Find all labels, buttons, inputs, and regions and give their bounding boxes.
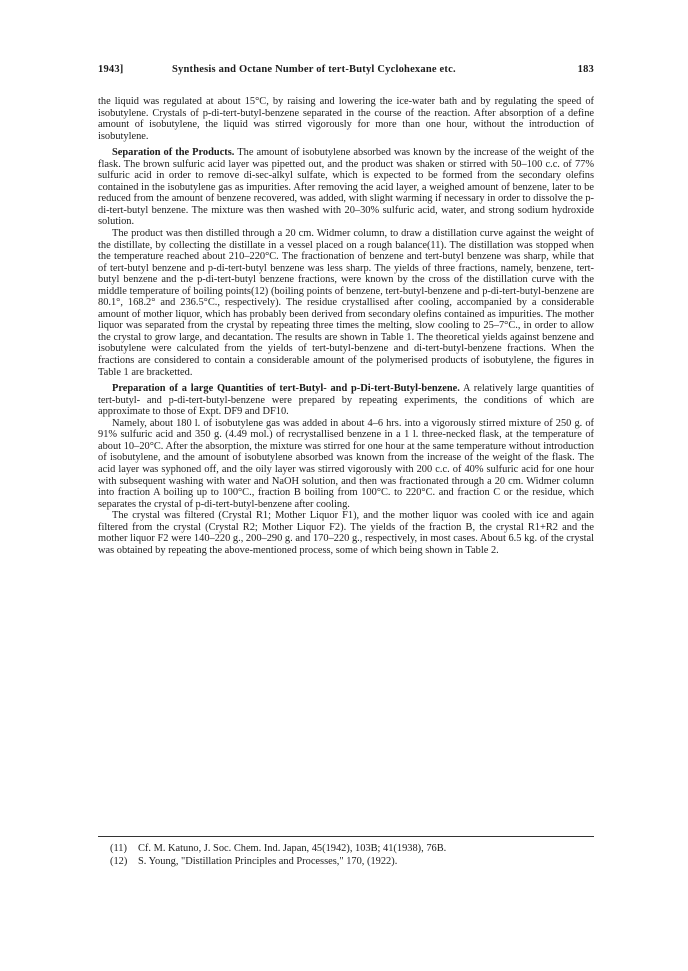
paragraph-continued: the liquid was regulated at about 15°C, by raising and lowering the ice-water bath and by regulating the speed of isobutylene. Crystals of p-di-tert-butyl-benzene separated in the course of the reaction. After absorption of a define amount of isobutylene, the liquid was stirred vigorously for more than one hour, without the introduction of isobutylene. (98, 96, 594, 142)
footnote-text: Cf. M. Katuno, J. Soc. Chem. Ind. Japan, 45(1942), 103B; 41(1938), 76B. (138, 843, 447, 854)
paragraph-separation (98, 147, 594, 228)
paragraph-preparation-text: A relatively large quantities of tert-butyl- and p-di-tert-butyl-benzene were prepared by repeating experiments, the conditions of which are approximate to those of Expt. DF9 and DF10. (98, 383, 594, 418)
footnote-12 (110, 855, 594, 868)
paragraph-preparation (98, 383, 594, 418)
body-text (98, 96, 594, 556)
header-title: Synthesis and Octane Number of tert-Butyl Cyclohexane etc. (172, 64, 456, 75)
header-year: 1943] (98, 64, 124, 75)
paragraph-procedure: Namely, about 180 l. of isobutylene gas was added in about 4–6 hrs. into a vigorously stirred mixture of 250 g. of 91% sulfuric acid and 350 g. (4.49 mol.) of recrystallised benzene in a 1 l. three-necked flask, at the temperature of about 10–20°C. After the absorption, the mixture was stirred for one hour at the same temperature without introduction of isobutylene, and the amount of isobutylene absorbed was known from the increase of the weight of the flask. The acid layer was syphoned off, and the oily layer was stirred vigorously with 200 c.c. of 40% sulfuric acid for one hour with subsequent washing with water and NaOH solution, and then was fractionated through a 20 cm. Widmer column into fraction A boiling up to 100°C., fraction B boiling from 100°C. to 220°C. and fraction C or the residue, which separates the crystal of p-di-tert-butyl-benzene after cooling. (98, 417, 594, 510)
footnote-text: S. Young, "Distillation Principles and Processes," 170, (1922). (138, 856, 398, 867)
paragraph-distillation: The product was then distilled through a 20 cm. Widmer column, to draw a distillation curve against the weight of the distillate, by collecting the distillate in a vessel placed on a rough balance(11). The distillation was stopped when the temperature reached about 210–220°C. The fractionation of benzene and tert-butyl benzene was sharp, while that of tert-butyl benzene and p-di-tert-butyl benzene was less sharp. The yields of three fractions, namely, benzene, tert-butyl benzene and the p-di-tert-butyl benzene fractions, were known by the cross of the distillation curve with the middle temperature of boiling points(12) (boiling points of benzene, tert-butyl-benzene and p-di-tert-butyl-benzene are 80.1°, 168.2° and 236.5°C., respectively). The residue crystallised after cooling, accompanied by a considerable amount of mother liquor, which has probably been derived from secondary olefins contained as impurities. The mother liquor was separated from the crystal by repeating three times the melting, slow cooling to 25–7°C., in order to allow the crystal to grow large, and decantation. The results are shown in Table 1. The theoretical yields against benzene and isobutylene were calculated from the yields of tert-butyl-benzene and di-tert-butyl-benzene fractions. When the fractions are considered to contain a considerable amount of the polymerised products of isobutylene, the figures in Table 1 are bracketted. (98, 228, 594, 378)
page-number: 183 (577, 64, 594, 75)
running-header (98, 64, 594, 80)
footnote-number: (12) (110, 856, 128, 867)
section-heading-separation: Separation of the Products. (112, 147, 235, 159)
footnote-divider (98, 836, 594, 837)
section-heading-preparation: Preparation of a large Quantities of tert-Butyl- and p-Di-tert-Butyl-benzene. (112, 383, 460, 395)
paragraph-crystal: The crystal was filtered (Crystal R1; Mother Liquor F1), and the mother liquor was cooled with ice and again filtered from the crystal (Crystal R2; Mother Liquor F2). The yields of the fraction B, the crystal R1+R2 and the mother liquor F2 were 140–220 g., 200–290 g. and 170–220 g., respectively, in most cases. About 6.5 kg. of the crystal was obtained by repeating the above-mentioned process, some of which being shown in Table 2. (98, 510, 594, 556)
footnote-11 (110, 842, 594, 855)
footnotes (110, 842, 594, 868)
footnote-number: (11) (110, 843, 127, 854)
paragraph-separation-text: The amount of isobutylene absorbed was known by the increase of the weight of the flask. The brown sulfuric acid layer was pipetted out, and the product was shaken or stirred with 50–100 c.c. of 77% sulfuric acid in order to remove di-sec-alkyl sulfate, which is expected to be formed from the secondary olefins contained in the isobutylene gas as impurities. After removing the acid layer, a weighed amount of benzene, later to be reduced from the amount of benzene recovered, was added, with slight warming if necessary in order to dissolve the p-di-tert-butyl benzene. The mixture was then washed with 20–30% sulfuric acid, water, and strong sodium hydroxide solution. (98, 147, 594, 228)
